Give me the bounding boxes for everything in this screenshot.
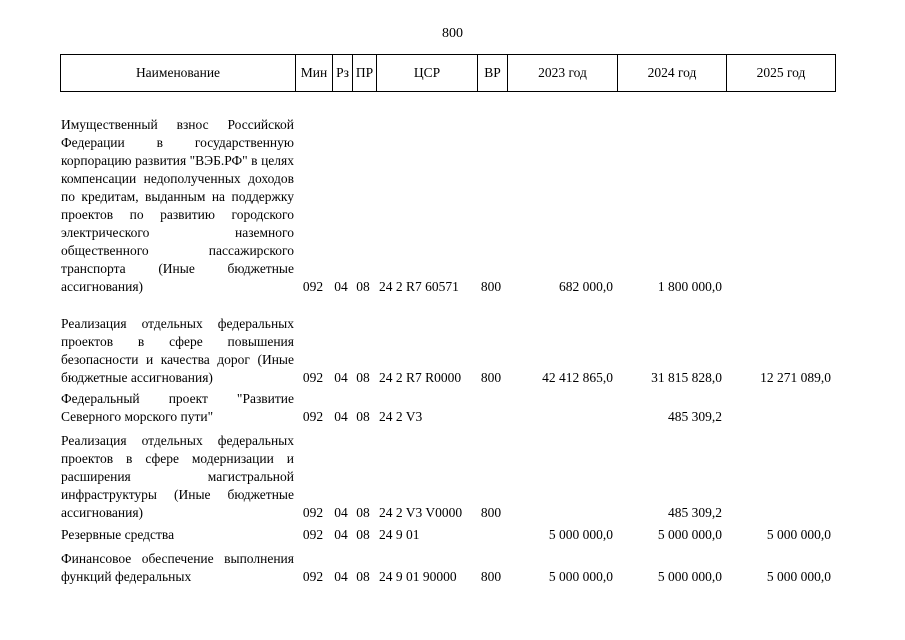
row-rz: 04 <box>334 505 348 520</box>
row-min: 092 <box>302 409 324 424</box>
row-csr: 24 2 R7 R0000 <box>379 370 462 385</box>
header-2025: 2025 год <box>726 55 835 91</box>
row-2024: 485 309,2 <box>668 505 722 520</box>
header-2023: 2023 год <box>507 55 617 91</box>
row-name: Финансовое обеспечение выполнения функций федеральных <box>61 551 294 584</box>
row-min: 092 <box>302 569 324 584</box>
row-vr: 800 <box>480 569 502 584</box>
row-pr: 08 <box>356 569 370 584</box>
row-2024: 5 000 000,0 <box>657 569 722 584</box>
row-2025: 12 271 089,0 <box>760 370 831 385</box>
table-row <box>0 550 833 586</box>
row-pr: 08 <box>356 409 370 424</box>
row-pr: 08 <box>356 370 370 385</box>
row-rz: 04 <box>334 279 348 294</box>
row-name: Реализация отдельных федеральных проектов в сфере модернизации и расширения магистральной инфраструктуры (Иные бюджетные ассигнования) <box>61 433 294 520</box>
table-row <box>0 526 833 544</box>
table-header <box>60 54 836 92</box>
header-csr: ЦСР <box>376 55 477 91</box>
row-rz: 04 <box>334 527 348 542</box>
row-2023: 42 412 865,0 <box>542 370 613 385</box>
header-rz: Рз <box>332 55 352 91</box>
header-min: Мин <box>295 55 332 91</box>
row-2023: 5 000 000,0 <box>548 569 613 584</box>
row-name: Имущественный взнос Российской Федерации в государственную корпорацию развития "ВЭБ.РФ" в целях компенсации недополученных доходов по кредитам, выданным на поддержку проектов по развитию городского электрического наземного общественного пассажирского транспорта (Иные бюджетные ассигнования) <box>61 117 294 294</box>
table-row <box>0 297 833 387</box>
row-pr: 08 <box>356 279 370 294</box>
row-2024: 5 000 000,0 <box>657 527 722 542</box>
row-rz: 04 <box>334 409 348 424</box>
row-2023: 682 000,0 <box>559 279 613 294</box>
row-2024: 1 800 000,0 <box>657 279 722 294</box>
header-name: Наименование <box>135 65 221 80</box>
row-2024: 485 309,2 <box>668 409 722 424</box>
row-min: 092 <box>302 505 324 520</box>
row-csr: 24 2 V3 <box>379 409 423 424</box>
row-rz: 04 <box>334 569 348 584</box>
header-2024: 2024 год <box>617 55 726 91</box>
row-min: 092 <box>302 279 324 294</box>
header-pr: ПР <box>352 55 376 91</box>
row-2024: 31 815 828,0 <box>651 370 722 385</box>
row-name: Резервные средства <box>61 527 175 542</box>
row-2025: 5 000 000,0 <box>766 569 831 584</box>
row-min: 092 <box>302 370 324 385</box>
table-row <box>0 390 833 426</box>
row-csr: 24 2 V3 V0000 <box>379 505 463 520</box>
row-rz: 04 <box>334 370 348 385</box>
row-min: 092 <box>302 527 324 542</box>
row-name: Реализация отдельных федеральных проектов в сфере повышения безопасности и качества дорог (Иные бюджетные ассигнования) <box>61 316 294 385</box>
row-csr: 24 9 01 <box>379 527 420 542</box>
row-vr: 800 <box>480 505 502 520</box>
row-pr: 08 <box>356 505 370 520</box>
header-vr: ВР <box>477 55 507 91</box>
row-2025: 5 000 000,0 <box>766 527 831 542</box>
page-number: 800 <box>442 26 463 41</box>
table-row <box>0 98 833 296</box>
row-csr: 24 9 01 90000 <box>379 569 457 584</box>
table-row <box>0 432 833 522</box>
row-2023: 5 000 000,0 <box>548 527 613 542</box>
row-vr: 800 <box>480 370 502 385</box>
row-csr: 24 2 R7 60571 <box>379 279 459 294</box>
row-pr: 08 <box>356 527 370 542</box>
row-name: Федеральный проект "Развитие Северного морского пути" <box>61 391 294 424</box>
row-vr: 800 <box>480 279 502 294</box>
